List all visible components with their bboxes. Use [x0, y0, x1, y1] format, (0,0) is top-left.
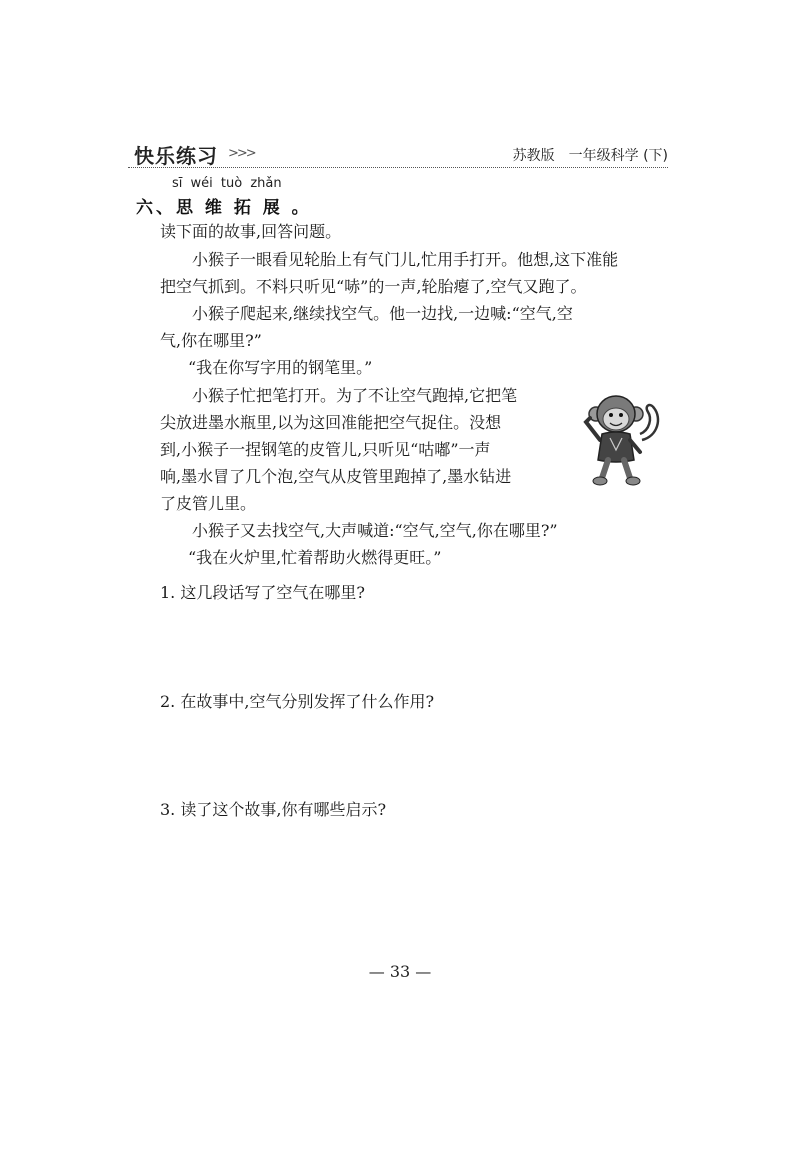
section-pinyin: sī wéi tuò zhǎn [172, 176, 282, 191]
page-header [128, 140, 668, 170]
story-line: 小猴子又去找空气,大声喊道:“空气,空气,你在哪里?” [192, 521, 558, 540]
story-line: “我在你写字用的钢笔里。” [188, 358, 373, 377]
monkey-illustration-icon [580, 388, 666, 488]
story-line: 小猴子一眼看见轮胎上有气门儿,忙用手打开。他想,这下准能 [192, 250, 619, 269]
publisher-label: 苏教版 [512, 148, 555, 164]
header-divider [128, 167, 668, 168]
page-number: — 33 — [368, 962, 432, 981]
instruction-text: 读下面的故事,回答问题。 [160, 222, 342, 241]
brand-title: 快乐练习 [134, 144, 218, 168]
story-line: 了皮管儿里。 [160, 494, 257, 513]
story-line: 小猴子爬起来,继续找空气。他一边找,一边喊:“空气,空 [192, 304, 573, 323]
question-1: 1. 这几段话写了空气在哪里? [160, 583, 365, 602]
story-line: 小猴子忙把笔打开。为了不让空气跑掉,它把笔 [192, 386, 518, 405]
story-line: 气,你在哪里?” [160, 331, 262, 350]
chevrons-icon: >>> [228, 146, 255, 161]
story-line: “我在火炉里,忙着帮助火燃得更旺。” [188, 548, 442, 567]
story-line: 把空气抓到。不料只听见“哧”的一声,轮胎瘪了,空气又跑了。 [160, 277, 587, 296]
story-line: 响,墨水冒了几个泡,空气从皮管里跑掉了,墨水钻进 [160, 467, 512, 486]
section-title: 六、思 维 拓 展 。 [136, 198, 312, 218]
story-line: 尖放进墨水瓶里,以为这回准能把空气捉住。没想 [160, 413, 502, 432]
question-3: 3. 读了这个故事,你有哪些启示? [160, 800, 387, 819]
story-line: 到,小猴子一捏钢笔的皮管儿,只听见“咕嘟”一声 [160, 440, 491, 459]
course-label: 一年级科学 (下) [568, 148, 668, 164]
edition-label [513, 145, 668, 165]
question-2: 2. 在故事中,空气分别发挥了什么作用? [160, 692, 435, 711]
